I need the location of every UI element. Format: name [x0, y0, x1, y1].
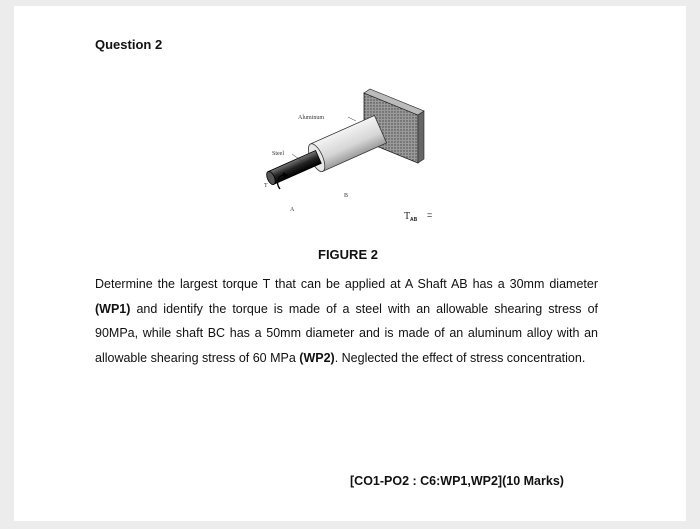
torque-ab-label — [404, 210, 432, 223]
point-a-label: A — [290, 207, 295, 213]
svg-text:=: = — [427, 210, 433, 220]
torque-label: T — [264, 183, 268, 189]
problem-text-part: . Neglected the effect of stress concentration. — [334, 350, 586, 365]
marks-label: [CO1-PO2 : C6:WP1,WP2](10 Marks) — [350, 474, 564, 488]
point-b-label: B — [344, 193, 349, 199]
question-title: Question 2 — [95, 37, 163, 52]
problem-text-part: Determine the largest torque T that can be applied at A Shaft AB has a 30mm diameter — [95, 277, 598, 291]
figure-caption: FIGURE 2 — [318, 247, 378, 262]
problem-text — [95, 272, 598, 370]
shaft-figure — [250, 75, 450, 235]
wp2-tag: (WP2) — [299, 350, 335, 365]
problem-text-part: and identify the torque is made of a steel with an allowable shearing stress of 90MPa, while shaft BC has a 50mm diameter and is made of an aluminum alloy with an allowable shearing stress of 60 MPa — [95, 301, 598, 365]
wp1-tag: (WP1) — [95, 301, 131, 316]
steel-label: Steel — [272, 151, 284, 157]
svg-text:T: T — [404, 211, 411, 222]
svg-text:AB: AB — [410, 217, 418, 223]
aluminum-label: Aluminum — [298, 115, 325, 121]
